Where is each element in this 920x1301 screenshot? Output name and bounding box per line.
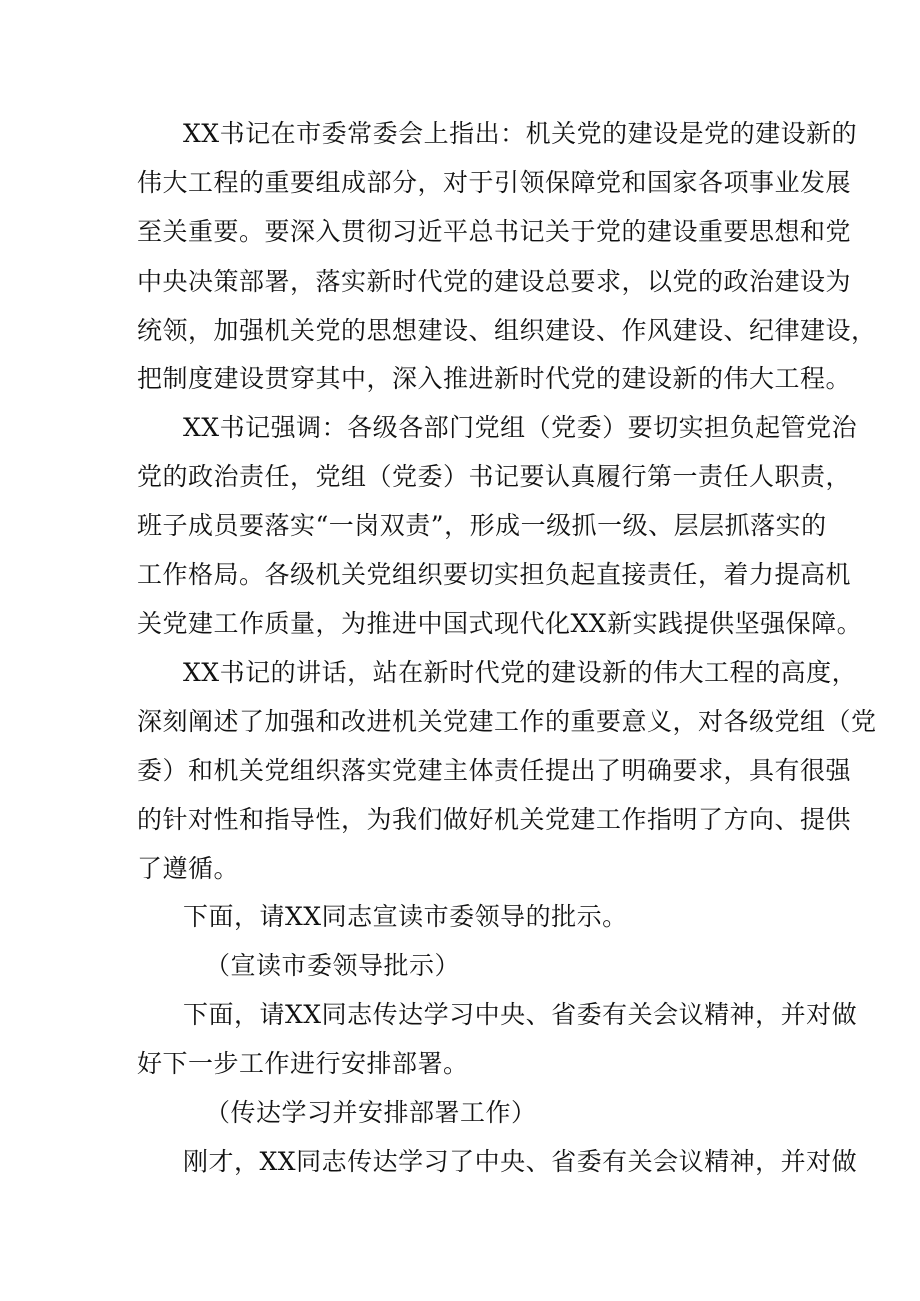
paragraph-3-line-2: 深刻阐述了加强和改进机关党建工作的重要意义，对各级党组（党 [137, 707, 877, 736]
paragraph-2-line-5: 关党建工作质量，为推进中国式现代化XX新实践提供坚强保障。 [137, 609, 863, 638]
paragraph-3-line-1: XX书记的讲话，站在新时代党的建设新的伟大工程的高度， [183, 658, 858, 687]
paragraph-5-line-1: 下面，请XX同志传达学习中央、省委有关会议精神，并对做 [183, 1000, 858, 1029]
paragraph-2-line-1: XX书记强调：各级各部门党组（党委）要切实担负起管党治 [183, 413, 858, 442]
paragraph-1-line-5: 统领，加强机关党的思想建设、组织建设、作风建设、纪律建设， [137, 316, 877, 345]
paragraph-5-line-2: 好下一步工作进行安排部署。 [137, 1049, 469, 1078]
paragraph-1-line-1: XX书记在市委常委会上指出：机关党的建设是党的建设新的 [183, 119, 858, 148]
paragraph-2-line-4: 工作格局。各级机关党组织要切实担负起直接责任，着力提高机 [137, 560, 852, 589]
paragraph-4-line-1: 下面，请XX同志宣读市委领导的批示。 [183, 902, 628, 931]
paragraph-6-line-1: 刚才，XX同志传达学习了中央、省委有关会议精神，并对做 [183, 1147, 858, 1176]
paragraph-3-line-3: 委）和机关党组织落实党建主体责任提出了明确要求，具有很强 [137, 756, 852, 785]
paragraph-3-line-5: 了遵循。 [137, 854, 240, 883]
bracket-note-1: （宣读市委领导批示） [205, 951, 461, 980]
paragraph-3-line-4: 的针对性和指导性，为我们做好机关党建工作指明了方向、提供 [137, 805, 852, 834]
paragraph-2-line-3: 班子成员要落实“一岗双责”，形成一级抓一级、层层抓落实的 [137, 511, 827, 540]
bracket-note-2: （传达学习并安排部署工作） [205, 1098, 537, 1127]
paragraph-1-line-2: 伟大工程的重要组成部分，对于引领保障党和国家各项事业发展 [137, 168, 852, 197]
paragraph-1-line-6: 把制度建设贯穿其中，深入推进新时代党的建设新的伟大工程。 [137, 364, 852, 393]
paragraph-2-line-2: 党的政治责任，党组（党委）书记要认真履行第一责任人职责， [137, 462, 852, 491]
paragraph-1-line-4: 中央决策部署，落实新时代党的建设总要求，以党的政治建设为 [137, 267, 852, 296]
paragraph-1-line-3: 至关重要。要深入贯彻习近平总书记关于党的建设重要思想和党 [137, 217, 852, 246]
